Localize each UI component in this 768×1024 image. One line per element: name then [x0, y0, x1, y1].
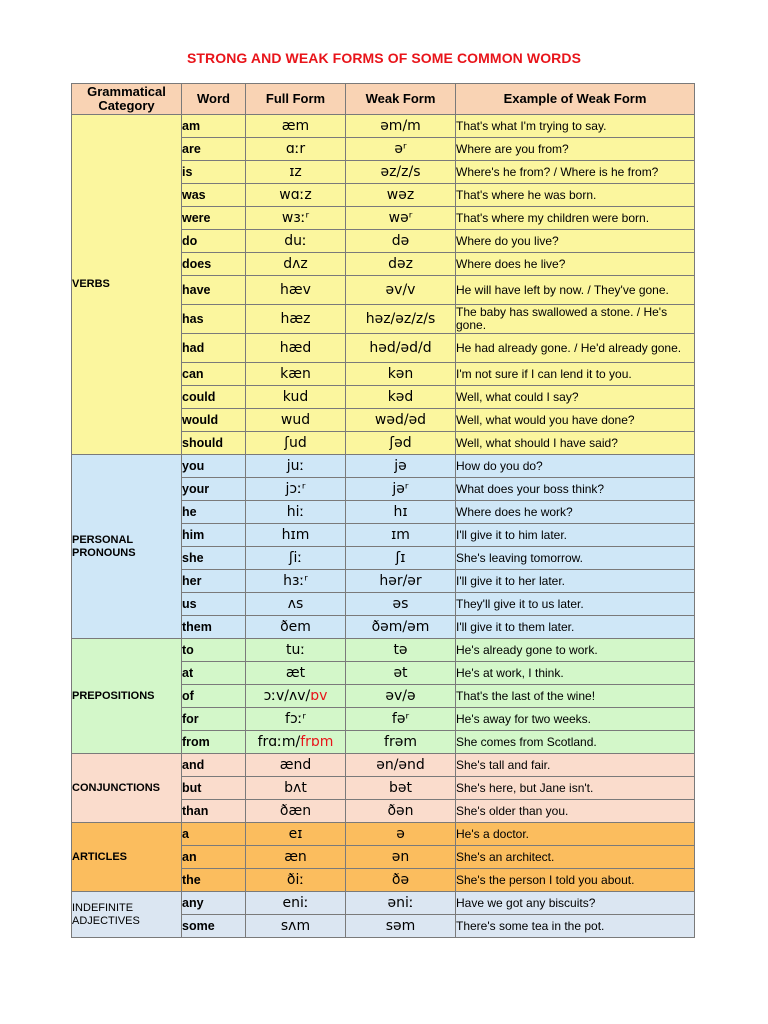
full-form-cell	[246, 253, 346, 276]
example-cell: He's at work, I think.	[456, 662, 695, 685]
word-cell: does	[182, 253, 246, 276]
word-cell: her	[182, 570, 246, 593]
word-cell: she	[182, 547, 246, 570]
word-cell: us	[182, 593, 246, 616]
header-word: Word	[182, 84, 246, 115]
weak-form-cell: jə	[346, 455, 456, 478]
example-cell: They'll give it to us later.	[456, 593, 695, 616]
table-row	[72, 455, 695, 478]
word-cell: are	[182, 138, 246, 161]
example-cell: That's where he was born.	[456, 184, 695, 207]
weak-form-cell: əʳ	[346, 138, 456, 161]
full-form-text: wud	[280, 412, 311, 428]
example-cell: She comes from Scotland.	[456, 731, 695, 754]
weak-form-cell: də	[346, 230, 456, 253]
full-form-text: ʃud	[284, 435, 307, 451]
word-cell: is	[182, 161, 246, 184]
word-cell: would	[182, 409, 246, 432]
weak-form-cell: wəd/əd	[346, 409, 456, 432]
word-cell: has	[182, 305, 246, 334]
weak-form-cell: ət	[346, 662, 456, 685]
full-form-text: kæn	[280, 366, 311, 382]
category-cell: PERSONAL PRONOUNS	[72, 455, 182, 639]
full-form-text: ɪz	[289, 164, 302, 180]
word-cell: some	[182, 915, 246, 938]
full-form-text: hɜːʳ	[283, 573, 308, 589]
full-form-text: hɪm	[281, 527, 310, 543]
example-cell: Where are you from?	[456, 138, 695, 161]
word-cell: for	[182, 708, 246, 731]
weak-form-cell: ðəm/əm	[346, 616, 456, 639]
word-cell: of	[182, 685, 246, 708]
weak-form-cell: kəd	[346, 386, 456, 409]
full-form-text: eɪ	[288, 826, 303, 842]
full-form-cell	[246, 547, 346, 570]
header-example: Example of Weak Form	[456, 84, 695, 115]
example-cell: She's the person I told you about.	[456, 869, 695, 892]
example-cell: He had already gone. / He'd already gone.	[456, 334, 695, 363]
full-form-text: duː	[284, 233, 307, 249]
weak-form-cell: hər/ər	[346, 570, 456, 593]
word-cell: am	[182, 115, 246, 138]
example-cell: She's tall and fair.	[456, 754, 695, 777]
full-form-cell	[246, 685, 346, 708]
full-form-text: frɑːm/	[257, 734, 301, 750]
full-form-cell	[246, 184, 346, 207]
header-weak-form: Weak Form	[346, 84, 456, 115]
weak-form-cell: əz/z/s	[346, 161, 456, 184]
full-form-cell	[246, 334, 346, 363]
example-cell: The baby has swallowed a stone. / He's gone.	[456, 305, 695, 334]
category-cell: CONJUNCTIONS	[72, 754, 182, 823]
example-cell: That's where my children were born.	[456, 207, 695, 230]
word-cell: from	[182, 731, 246, 754]
word-cell: your	[182, 478, 246, 501]
word-cell: could	[182, 386, 246, 409]
example-cell: He's already gone to work.	[456, 639, 695, 662]
word-cell: have	[182, 276, 246, 305]
full-form-text: wɜːʳ	[281, 210, 310, 226]
weak-form-cell: əm/m	[346, 115, 456, 138]
word-cell: should	[182, 432, 246, 455]
weak-form-cell: ɪm	[346, 524, 456, 547]
example-cell: There's some tea in the pot.	[456, 915, 695, 938]
table-row	[72, 115, 695, 138]
full-form-text: ðæn	[279, 803, 312, 819]
word-cell: was	[182, 184, 246, 207]
full-form-text: wɑːz	[279, 187, 312, 203]
full-form-cell	[246, 115, 346, 138]
word-cell: a	[182, 823, 246, 846]
weak-form-cell: tə	[346, 639, 456, 662]
example-cell: Where's he from? / Where is he from?	[456, 161, 695, 184]
full-form-variant: frɒm	[300, 734, 334, 750]
full-form-text: hiː	[286, 504, 305, 520]
word-cell: them	[182, 616, 246, 639]
example-cell: I'll give it to him later.	[456, 524, 695, 547]
weak-form-cell: wəʳ	[346, 207, 456, 230]
weak-form-cell: ən/ənd	[346, 754, 456, 777]
full-form-text: bʌt	[284, 780, 307, 796]
weak-form-cell: səm	[346, 915, 456, 938]
word-cell: than	[182, 800, 246, 823]
full-form-text: fɔːʳ	[285, 711, 306, 727]
example-cell: She's here, but Jane isn't.	[456, 777, 695, 800]
full-form-text: kud	[282, 389, 309, 405]
weak-forms-table	[71, 83, 695, 938]
example-cell: He will have left by now. / They've gone.	[456, 276, 695, 305]
table-row	[72, 754, 695, 777]
weak-form-cell: əv/ə	[346, 685, 456, 708]
word-cell: had	[182, 334, 246, 363]
full-form-cell	[246, 276, 346, 305]
word-cell: to	[182, 639, 246, 662]
full-form-cell	[246, 478, 346, 501]
word-cell: he	[182, 501, 246, 524]
weak-form-cell: əv/v	[346, 276, 456, 305]
weak-form-cell: jəʳ	[346, 478, 456, 501]
example-cell: I'll give it to her later.	[456, 570, 695, 593]
header-category: Grammatical Category	[72, 84, 182, 115]
full-form-cell	[246, 501, 346, 524]
word-cell: but	[182, 777, 246, 800]
table-row	[72, 892, 695, 915]
full-form-text: æm	[281, 118, 310, 134]
header-full-form: Full Form	[246, 84, 346, 115]
example-cell: She's older than you.	[456, 800, 695, 823]
full-form-cell	[246, 386, 346, 409]
full-form-text: dʌz	[283, 256, 308, 272]
full-form-cell	[246, 892, 346, 915]
full-form-cell	[246, 639, 346, 662]
category-cell: PREPOSITIONS	[72, 639, 182, 754]
full-form-text: sʌm	[280, 918, 311, 934]
weak-form-cell: wəz	[346, 184, 456, 207]
full-form-cell	[246, 777, 346, 800]
full-form-text: tuː	[285, 642, 306, 658]
full-form-text: æt	[285, 665, 306, 681]
full-form-cell	[246, 869, 346, 892]
word-cell: do	[182, 230, 246, 253]
example-cell: He's away for two weeks.	[456, 708, 695, 731]
weak-form-cell: ðən	[346, 800, 456, 823]
category-cell: INDEFINITE ADJECTIVES	[72, 892, 182, 938]
example-cell: Well, what should I have said?	[456, 432, 695, 455]
full-form-cell	[246, 230, 346, 253]
weak-form-cell: həd/əd/d	[346, 334, 456, 363]
full-form-cell	[246, 846, 346, 869]
full-form-cell	[246, 363, 346, 386]
table-row	[72, 639, 695, 662]
full-form-cell	[246, 138, 346, 161]
example-cell: She's leaving tomorrow.	[456, 547, 695, 570]
full-form-text: ʃiː	[288, 550, 303, 566]
full-form-cell	[246, 616, 346, 639]
weak-form-cell: ʃəd	[346, 432, 456, 455]
full-form-cell	[246, 800, 346, 823]
full-form-text: ðiː	[286, 872, 305, 888]
example-cell: Where does he live?	[456, 253, 695, 276]
full-form-text: æn	[284, 849, 307, 865]
weak-form-cell: bət	[346, 777, 456, 800]
full-form-cell	[246, 570, 346, 593]
full-form-text: juː	[286, 458, 305, 474]
word-cell: can	[182, 363, 246, 386]
word-cell: any	[182, 892, 246, 915]
full-form-cell	[246, 915, 346, 938]
weak-form-cell: dəz	[346, 253, 456, 276]
full-form-cell	[246, 455, 346, 478]
weak-form-cell: frəm	[346, 731, 456, 754]
full-form-cell	[246, 662, 346, 685]
example-cell: That's the last of the wine!	[456, 685, 695, 708]
full-form-cell	[246, 305, 346, 334]
example-cell: I'm not sure if I can lend it to you.	[456, 363, 695, 386]
weak-form-cell: ən	[346, 846, 456, 869]
weak-form-cell: ðə	[346, 869, 456, 892]
word-cell: him	[182, 524, 246, 547]
full-form-text: ɔːv/ʌv/	[263, 688, 311, 704]
full-form-cell	[246, 207, 346, 230]
weak-form-cell: ʃɪ	[346, 547, 456, 570]
word-cell: were	[182, 207, 246, 230]
full-form-text: ðem	[280, 619, 311, 635]
example-cell: Well, what could I say?	[456, 386, 695, 409]
example-cell: How do you do?	[456, 455, 695, 478]
weak-form-cell: həz/əz/z/s	[346, 305, 456, 334]
full-form-text: jɔːʳ	[285, 481, 306, 497]
example-cell: That's what I'm trying to say.	[456, 115, 695, 138]
table-body	[72, 115, 695, 938]
full-form-text: hæd	[279, 340, 312, 356]
weak-form-cell: ə	[346, 823, 456, 846]
category-cell: VERBS	[72, 115, 182, 455]
example-cell: Where does he work?	[456, 501, 695, 524]
full-form-cell	[246, 409, 346, 432]
example-cell: Where do you live?	[456, 230, 695, 253]
weak-form-cell: hɪ	[346, 501, 456, 524]
full-form-cell	[246, 708, 346, 731]
full-form-text: hæv	[280, 282, 311, 298]
full-form-text: eniː	[282, 895, 309, 911]
example-cell: I'll give it to them later.	[456, 616, 695, 639]
full-form-text: ʌs	[287, 596, 304, 612]
word-cell: and	[182, 754, 246, 777]
word-cell: you	[182, 455, 246, 478]
full-form-text: hæz	[280, 311, 311, 327]
full-form-text: ɑːr	[285, 141, 306, 157]
word-cell: the	[182, 869, 246, 892]
full-form-cell	[246, 432, 346, 455]
weak-form-cell: kən	[346, 363, 456, 386]
table-row	[72, 823, 695, 846]
full-form-cell	[246, 524, 346, 547]
weak-form-cell: əs	[346, 593, 456, 616]
example-cell: She's an architect.	[456, 846, 695, 869]
table-header-row	[72, 84, 695, 115]
word-cell: an	[182, 846, 246, 869]
full-form-variant: ɒv	[310, 688, 328, 704]
category-cell: ARTICLES	[72, 823, 182, 892]
word-cell: at	[182, 662, 246, 685]
full-form-cell	[246, 161, 346, 184]
example-cell: Have we got any biscuits?	[456, 892, 695, 915]
weak-form-cell: fəʳ	[346, 708, 456, 731]
weak-form-cell: əniː	[346, 892, 456, 915]
page-title: STRONG AND WEAK FORMS OF SOME COMMON WORDS	[186, 50, 582, 66]
full-form-cell	[246, 593, 346, 616]
example-cell: Well, what would you have done?	[456, 409, 695, 432]
full-form-cell	[246, 823, 346, 846]
full-form-text: ænd	[279, 757, 312, 773]
example-cell: He's a doctor.	[456, 823, 695, 846]
example-cell: What does your boss think?	[456, 478, 695, 501]
full-form-cell	[246, 731, 346, 754]
full-form-cell	[246, 754, 346, 777]
